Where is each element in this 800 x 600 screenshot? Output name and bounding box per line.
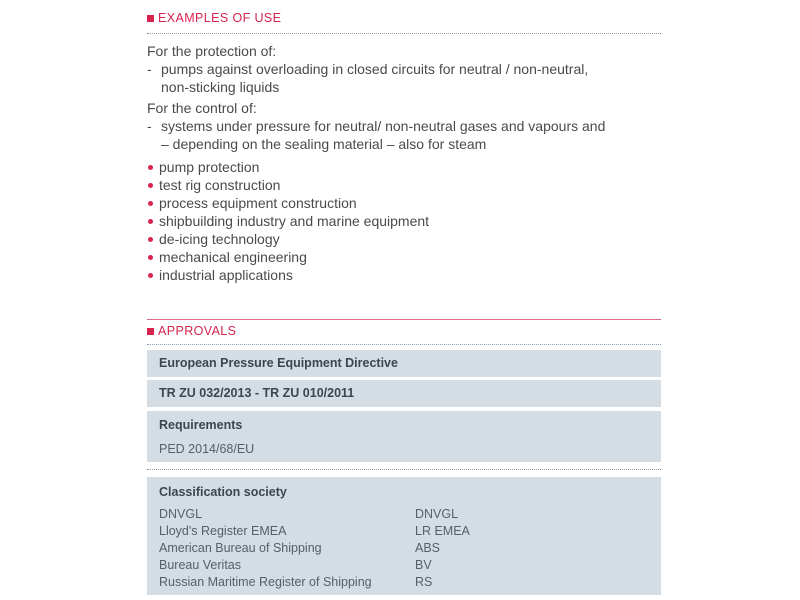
requirements-value: PED 2014/68/EU (159, 442, 255, 456)
classification-box (147, 477, 661, 595)
protection-item (147, 60, 661, 96)
list-item: shipbuilding industry and marine equipment (147, 212, 661, 230)
society-name: Lloyd's Register EMEA (159, 524, 287, 538)
control-section (147, 99, 661, 153)
control-item (147, 117, 661, 153)
society-name: Bureau Veritas (159, 558, 241, 572)
list-item: process equipment construction (147, 194, 661, 212)
table-row (159, 575, 649, 592)
table-row (159, 541, 649, 558)
control-item-line2: – depending on the sealing material – also for steam (161, 136, 487, 152)
list-item: mechanical engineering (147, 248, 661, 266)
examples-of-use-heading (147, 11, 661, 25)
society-abbr: LR EMEA (415, 524, 470, 538)
society-name: DNVGL (159, 507, 203, 521)
dotted-divider (147, 344, 661, 345)
protection-item-line2: non-sticking liquids (161, 79, 280, 95)
dotted-divider (147, 33, 661, 34)
society-abbr: ABS (415, 541, 441, 555)
dotted-divider (147, 469, 661, 470)
society-abbr: DNVGL (415, 507, 459, 521)
society-abbr: RS (415, 575, 433, 589)
tr-zu-box (147, 380, 661, 407)
list-item: industrial applications (147, 266, 661, 284)
protection-section (147, 42, 661, 96)
classification-title: Classification society (159, 485, 287, 499)
approvals-heading-text: APPROVALS (158, 324, 237, 338)
protection-item-line1: pumps against overloading in closed circuits for neutral / non-neutral, (161, 61, 589, 77)
requirements-box (147, 411, 661, 462)
table-row (159, 558, 649, 575)
society-name: American Bureau of Shipping (159, 541, 322, 555)
requirements-title: Requirements (159, 418, 243, 432)
applications-list (147, 158, 661, 284)
protection-label: For the protection of: (147, 43, 277, 59)
examples-heading-text: EXAMPLES OF USE (158, 11, 282, 25)
list-item: test rig construction (147, 176, 661, 194)
tr-zu-title: TR ZU 032/2013 - TR ZU 010/2011 (159, 386, 355, 400)
society-name: Russian Maritime Register of Shipping (159, 575, 372, 589)
directive-title: European Pressure Equipment Directive (159, 356, 398, 370)
table-row (159, 507, 649, 524)
society-abbr: BV (415, 558, 432, 572)
table-row (159, 524, 649, 541)
approvals-heading (147, 324, 661, 338)
approvals-top-rule (147, 319, 661, 320)
directive-box (147, 350, 661, 377)
list-item: de-icing technology (147, 230, 661, 248)
control-label: For the control of: (147, 100, 257, 116)
section-marker-icon (147, 15, 154, 22)
section-marker-icon (147, 328, 154, 335)
control-item-line1: systems under pressure for neutral/ non-neutral gases and vapours and (161, 118, 606, 134)
list-item: pump protection (147, 158, 661, 176)
